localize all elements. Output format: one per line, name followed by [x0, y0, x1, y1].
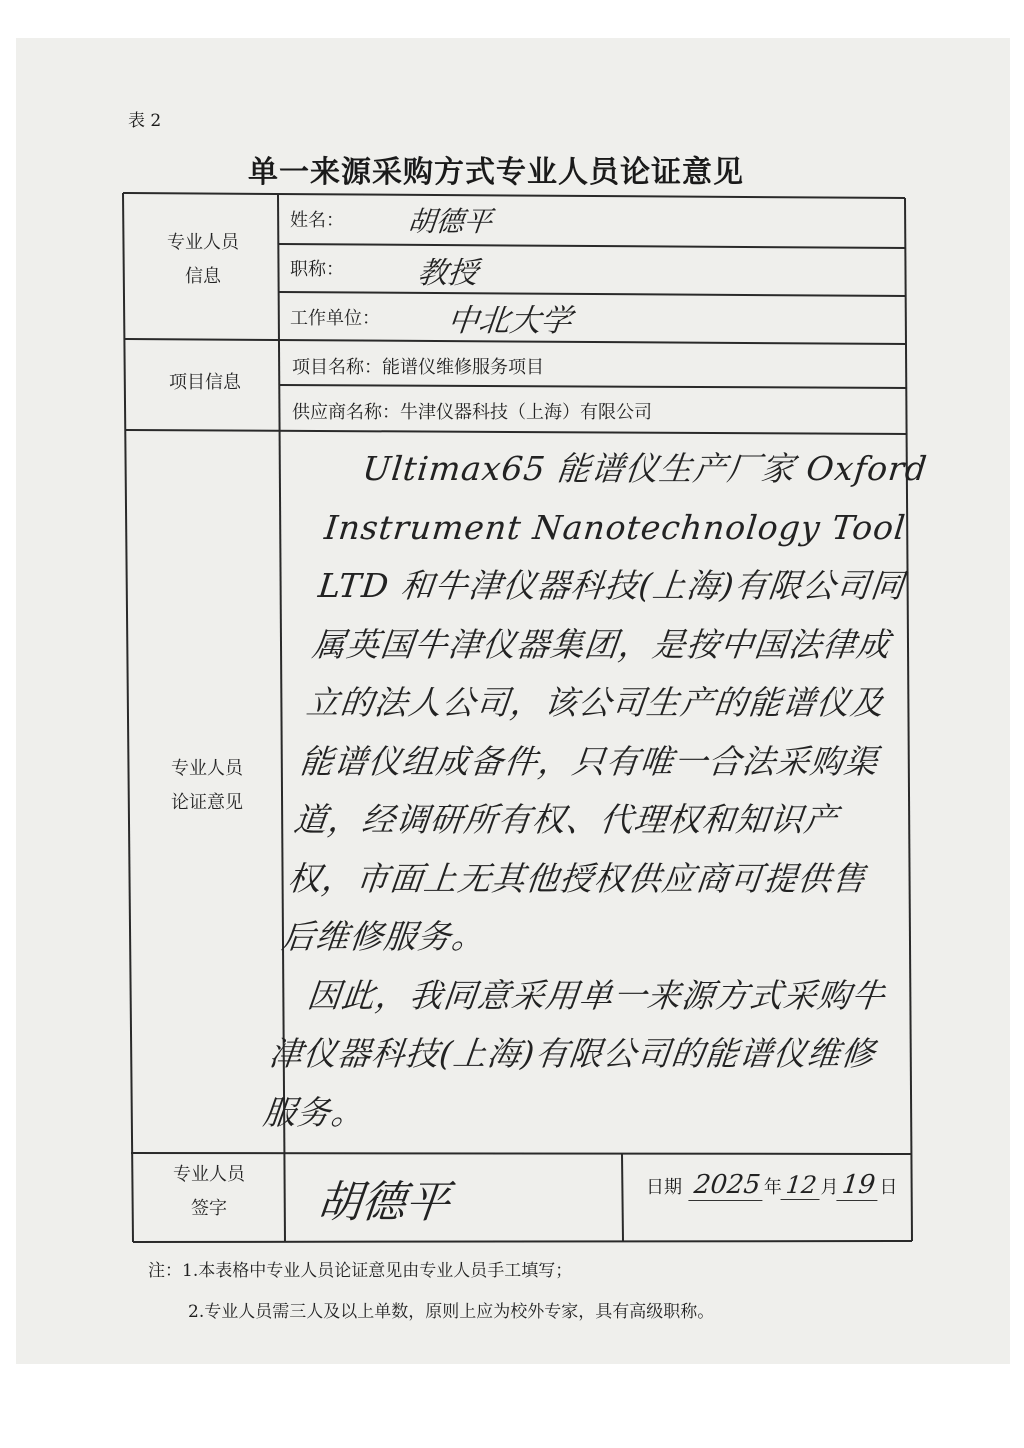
- date-year: 2025: [688, 1170, 765, 1201]
- supplier-row: [292, 398, 652, 424]
- title-value: 教授: [415, 256, 480, 291]
- title-label: 职称：: [290, 259, 344, 280]
- name-label: 姓名：: [290, 210, 344, 231]
- grid-line: [280, 385, 907, 388]
- grid-line: [131, 1153, 911, 1154]
- signature-label: 专业人员 签字: [173, 1164, 245, 1220]
- grid-line: [123, 193, 133, 1242]
- date-field: [646, 1170, 898, 1201]
- note-1: 注：1.本表格中专业人员论证意见由专业人员手工填写；: [148, 1261, 573, 1281]
- expert-info-label: 专业人员 信息: [167, 232, 239, 288]
- grid-line: [125, 430, 907, 434]
- document-title: 单一来源采购方式专业人员论证意见: [248, 155, 744, 190]
- opinion-text: [260, 440, 944, 1142]
- date-month: 12: [780, 1171, 822, 1200]
- grid-line: [133, 1241, 912, 1242]
- org-label: 工作单位：: [290, 308, 380, 329]
- date-year-unit: 年: [763, 1177, 782, 1198]
- grid-line: [622, 1154, 623, 1241]
- date-label: 日期: [646, 1177, 682, 1198]
- supplier-value: 牛津仪器科技（上海）有限公司: [400, 402, 652, 423]
- opinion-paragraph-2: 因此，我同意采用单一来源方式采购牛津仪器科技(上海)有限公司的能谱仪维修服务。: [261, 975, 888, 1132]
- name-value: 胡德平: [406, 205, 494, 238]
- handwritten-signature: 胡德平: [314, 1177, 453, 1228]
- supplier-label: 供应商名称：: [292, 402, 400, 423]
- grid-line: [279, 292, 906, 296]
- org-value: 中北大学: [445, 303, 574, 339]
- grid-line: [279, 244, 906, 248]
- grid-line: [123, 193, 905, 198]
- date-month-unit: 月: [820, 1177, 839, 1198]
- note-2: 2.专业人员需三人及以上单数，原则上应为校外专家，具有高级职称。: [188, 1302, 715, 1322]
- date-day-unit: 日: [879, 1177, 898, 1198]
- project-name-label: 项目名称：: [292, 357, 382, 378]
- date-day: 19: [837, 1170, 881, 1201]
- table-number: 表 2: [128, 111, 162, 131]
- opinion-paragraph-1: Ultimax65 能谱仪生产厂家 Oxford Instrument Nanotechnology Tool LTD 和牛津仪器科技(上海)有限公司同属英国牛津仪器集团，是按中国法律成立的法人公司，该公司生产的能谱仪及能谱仪组成备件，只有唯一合法采购渠道，经调研所有权、代理权和知识产权，市面上无其他授权供应商可提供售后维修服务。: [279, 449, 930, 956]
- project-info-label: 项目信息: [169, 372, 241, 393]
- project-name-value: 能谱仪维修服务项目: [382, 357, 544, 378]
- opinion-label: 专业人员 论证意见: [171, 758, 243, 814]
- project-name-row: [292, 353, 544, 379]
